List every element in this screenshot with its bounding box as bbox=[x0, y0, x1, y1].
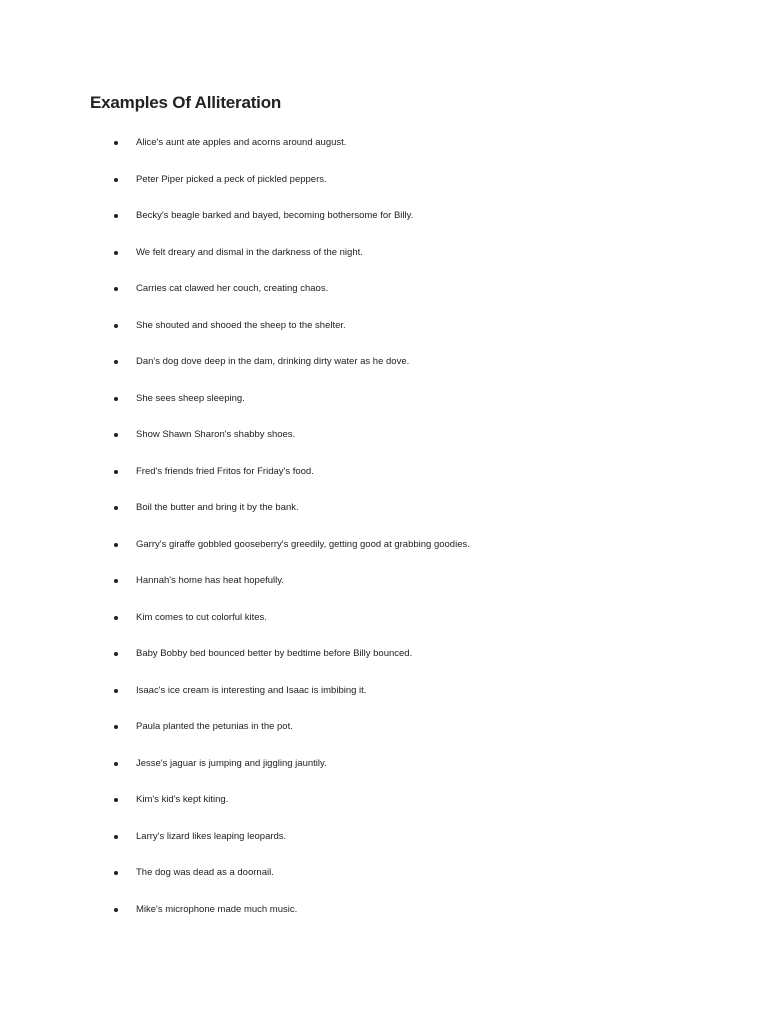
bullet-icon bbox=[114, 470, 118, 474]
list-item-text: The dog was dead as a doornail. bbox=[136, 867, 274, 878]
bullet-icon bbox=[114, 616, 118, 620]
list-item bbox=[0, 683, 768, 720]
bullet-icon bbox=[114, 689, 118, 693]
bullet-icon bbox=[114, 214, 118, 218]
bullet-icon bbox=[114, 762, 118, 766]
list-item-text: Baby Bobby bed bounced better by bedtime before Billy bounced. bbox=[136, 648, 413, 659]
list-item bbox=[0, 500, 768, 537]
bullet-icon bbox=[114, 324, 118, 328]
list-item-text: Jesse's jaguar is jumping and jiggling jauntily. bbox=[136, 757, 327, 769]
list-item-text: Kim's kid's kept kiting. bbox=[136, 794, 229, 805]
bullet-icon bbox=[114, 360, 118, 364]
list-item bbox=[0, 719, 768, 756]
list-item bbox=[0, 756, 768, 793]
list-item-text: Becky's beagle barked and bayed, becoming bothersome for Billy. bbox=[136, 210, 414, 221]
list-item-text: Hannah's home has heat hopefully. bbox=[136, 575, 284, 586]
list-item bbox=[0, 464, 768, 501]
list-item bbox=[0, 792, 768, 829]
list-item bbox=[0, 354, 768, 391]
list-item-text: Alice's aunt ate apples and acorns around august. bbox=[136, 137, 347, 148]
list-item-text: Dan's dog dove deep in the dam, drinking dirty water as he dove. bbox=[136, 356, 410, 367]
list-item-text: Show Shawn Sharon's shabby shoes. bbox=[136, 429, 296, 440]
bullet-icon bbox=[114, 725, 118, 729]
list-item bbox=[0, 318, 768, 355]
list-item-text: Fred's friends fried Fritos for Friday's food. bbox=[136, 465, 314, 477]
list-item bbox=[0, 391, 768, 428]
list-item bbox=[0, 573, 768, 610]
list-item bbox=[0, 865, 768, 902]
list-item bbox=[0, 902, 768, 939]
list-item bbox=[0, 245, 768, 282]
list-item-text: Peter Piper picked a peck of pickled peppers. bbox=[136, 173, 327, 185]
bullet-icon bbox=[114, 579, 118, 583]
list-item bbox=[0, 646, 768, 683]
bullet-icon bbox=[114, 506, 118, 510]
list-item-text: Larry's lizard likes leaping leopards. bbox=[136, 830, 287, 842]
list-item-text: Isaac's ice cream is interesting and Isaac is imbibing it. bbox=[136, 684, 367, 696]
list-item bbox=[0, 427, 768, 464]
list-item-text: Paula planted the petunias in the pot. bbox=[136, 721, 293, 732]
list-item-text: She sees sheep sleeping. bbox=[136, 392, 245, 404]
bullet-icon bbox=[114, 251, 118, 255]
alliteration-list bbox=[0, 135, 768, 938]
bullet-icon bbox=[114, 397, 118, 401]
bullet-icon bbox=[114, 433, 118, 437]
list-item bbox=[0, 610, 768, 647]
list-item-text: Carries cat clawed her couch, creating chaos. bbox=[136, 283, 329, 294]
list-item bbox=[0, 135, 768, 172]
list-item-text: We felt dreary and dismal in the darkness of the night. bbox=[136, 246, 363, 258]
bullet-icon bbox=[114, 835, 118, 839]
list-item bbox=[0, 208, 768, 245]
list-item-text: She shouted and shooed the sheep to the shelter. bbox=[136, 319, 346, 331]
list-item-text: Garry's giraffe gobbled gooseberry's greedily, getting good at grabbing goodies. bbox=[136, 538, 470, 550]
list-item-text: Mike's microphone made much music. bbox=[136, 903, 298, 915]
list-item bbox=[0, 537, 768, 574]
page-title: Examples Of Alliteration bbox=[90, 93, 282, 112]
bullet-icon bbox=[114, 543, 118, 547]
list-item-text: Boil the butter and bring it by the bank. bbox=[136, 502, 299, 513]
list-item bbox=[0, 281, 768, 318]
bullet-icon bbox=[114, 798, 118, 802]
bullet-icon bbox=[114, 178, 118, 182]
bullet-icon bbox=[114, 871, 118, 875]
bullet-icon bbox=[114, 287, 118, 291]
bullet-icon bbox=[114, 652, 118, 656]
bullet-icon bbox=[114, 141, 118, 145]
list-item bbox=[0, 172, 768, 209]
bullet-icon bbox=[114, 908, 118, 912]
list-item-text: Kim comes to cut colorful kites. bbox=[136, 611, 267, 623]
list-item bbox=[0, 829, 768, 866]
